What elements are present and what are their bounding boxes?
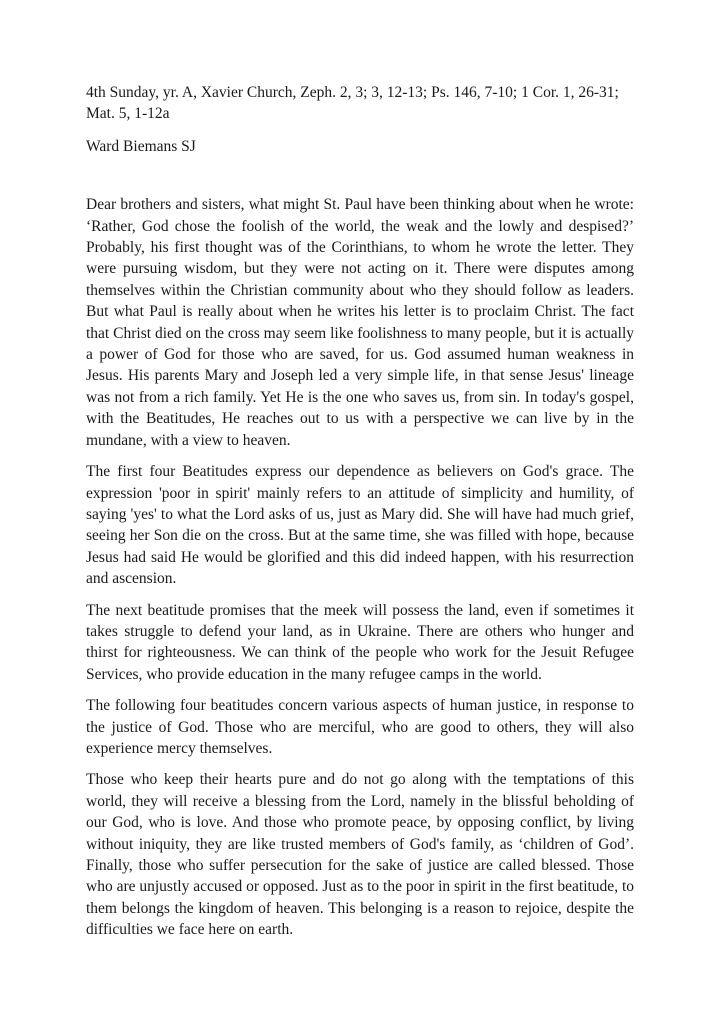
paragraph: Those who keep their hearts pure and do not go along with the temptations of this world, they will receive a blessing from the Lord, namely in the blissful beholding of our God, who is love. And those who promote peace, by opposing conflict, by living without iniquity, they are like trusted members of God's family, as ‘children of God’. Finally, those who suffer persecution for the sake of justice are called blessed. Those who are unjustly accused or opposed. Just as to the poor in spirit in the first beatitude, to them belongs the kingdom of heaven. This belonging is a reason to rejoice, despite the difficulties we face here on earth.: [86, 771, 634, 939]
paragraph: The following four beatitudes concern various aspects of human justice, in response to the justice of God. Those who are merciful, who are good to others, they will also experience mercy themselves.: [86, 697, 634, 757]
paragraph: The next beatitude promises that the meek will possess the land, even if sometimes it takes struggle to defend your land, as in Ukraine. There are others who hunger and thirst for righteousness. We can think of the people who work for the Jesuit Refugee Services, who provide education in the many refugee camps in the world.: [86, 601, 634, 683]
document-page: [86, 82, 634, 951]
sermon-body: [86, 194, 634, 940]
author-line: Ward Biemans SJ: [86, 137, 196, 155]
paragraph: The first four Beatitudes express our dependence as believers on God's grace. The expression 'poor in spirit' mainly refers to an attitude of simplicity and humility, of saying 'yes' to what the Lord asks of us, just as Mary did. She will have had much grief, seeing her Son die on the cross. But at the same time, she was filled with hope, because Jesus had said He would be glorified and this did indeed happen, with his resurrection and ascension.: [86, 463, 634, 588]
document-heading: 4th Sunday, yr. A, Xavier Church, Zeph. 2, 3; 3, 12-13; Ps. 146, 7-10; 1 Cor. 1, 26-31; Mat. 5, 1-12a: [86, 84, 619, 123]
paragraph: Dear brothers and sisters, what might St. Paul have been thinking about when he wrote: ‘Rather, God chose the foolish of the world, the weak and the lowly and despised?’ Probably, his first thought was of the Corinthians, to whom he wrote the letter. They were pursuing wisdom, but they were not acting on it. There were disputes among themselves within the Christian community about who they should follow as leaders. But what Paul is really about when he writes his letter is to proclaim Christ. The fact that Christ died on the cross may seem like foolishness to many people, but it is actually a power of God for those who are saved, for us. God assumed human weakness in Jesus. His parents Mary and Joseph led a very simple life, in that sense Jesus' lineage was not from a rich family. Yet He is the one who saves us, from sin. In today's gospel, with the Beatitudes, He reaches out to us with a perspective we can live by in the mundane, with a view to heaven.: [86, 196, 634, 449]
